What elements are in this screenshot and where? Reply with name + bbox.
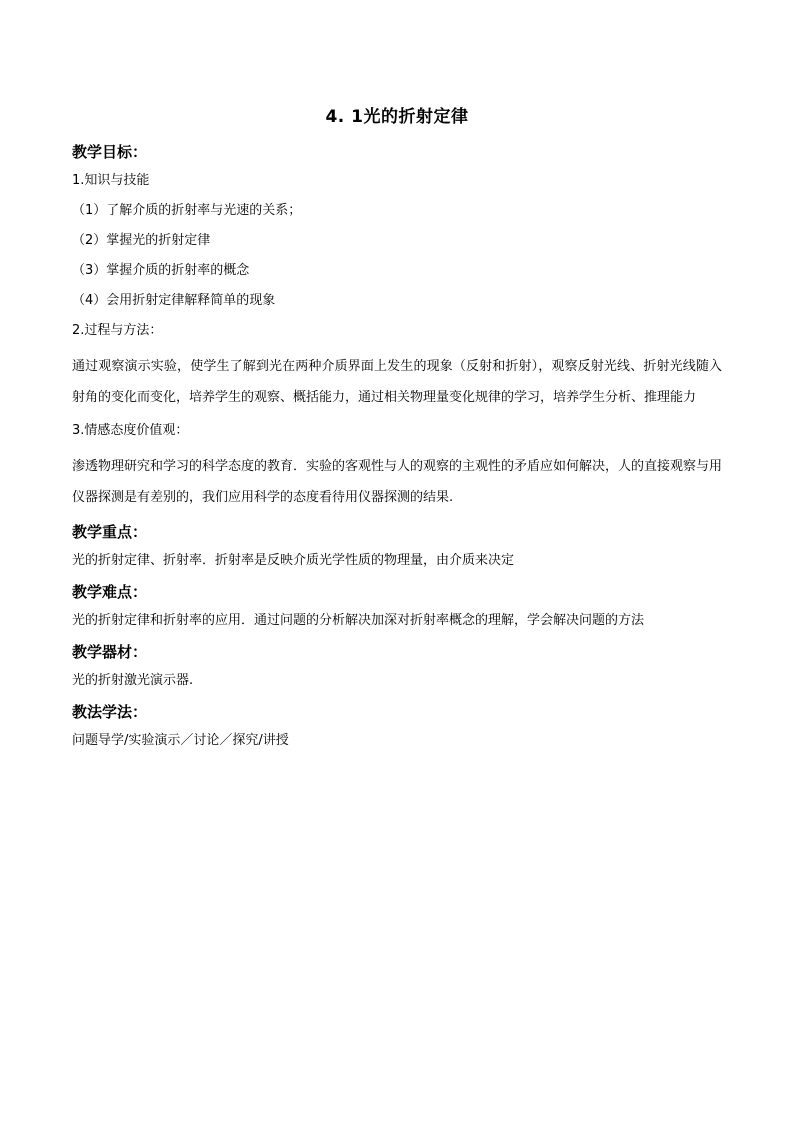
emotion-values-text: 渗透物理研究和学习的科学态度的教育．实验的客观性与人的观察的主观性的矛盾应如何解决，人的直接观察与用仪器探测是有差别的，我们应用科学的态度看待用仪器探测的结果. <box>72 459 723 505</box>
methods-heading: 教法学法： <box>72 703 148 721</box>
emotion-values-label: 3.情感态度价值观： <box>72 423 189 438</box>
knowledge-item: （3）掌握介质的折射率的概念 <box>72 263 250 278</box>
process-methods-text: 通过观察演示实验，使学生了解到光在两种介质界面上发生的现象（反射和折射），观察反射光线、折射光线随入射角的变化而变化，培养学生的观察、概括能力，通过相关物理量变化规律的学习，培养学生分析、推理能力 <box>72 359 722 405</box>
difficulties-text: 光的折射定律和折射率的应用．通过问题的分析解决加深对折射率概念的理解，学会解决问题的方法 <box>72 613 645 628</box>
equipment-heading: 教学器材： <box>72 643 148 661</box>
knowledge-item: （4）会用折射定律解释简单的现象 <box>72 293 276 308</box>
key-points-text: 光的折射定律、折射率．折射率是反映介质光学性质的物理量，由介质来决定 <box>72 553 515 568</box>
key-points-heading: 教学重点： <box>72 523 148 541</box>
objectives-heading: 教学目标： <box>72 143 148 161</box>
difficulties-heading: 教学难点： <box>72 583 148 601</box>
process-methods-label: 2.过程与方法： <box>72 323 163 338</box>
methods-text: 问题导学/实验演示／讨论／探究/讲授 <box>72 733 289 748</box>
knowledge-item: （1）了解介质的折射率与光速的关系； <box>72 203 302 218</box>
knowledge-item: （2）掌握光的折射定律 <box>72 233 211 248</box>
knowledge-skills-label: 1.知识与技能 <box>72 173 150 188</box>
document-title: 4. 1光的折射定律 <box>325 107 469 127</box>
equipment-text: 光的折射激光演示器. <box>72 673 194 688</box>
